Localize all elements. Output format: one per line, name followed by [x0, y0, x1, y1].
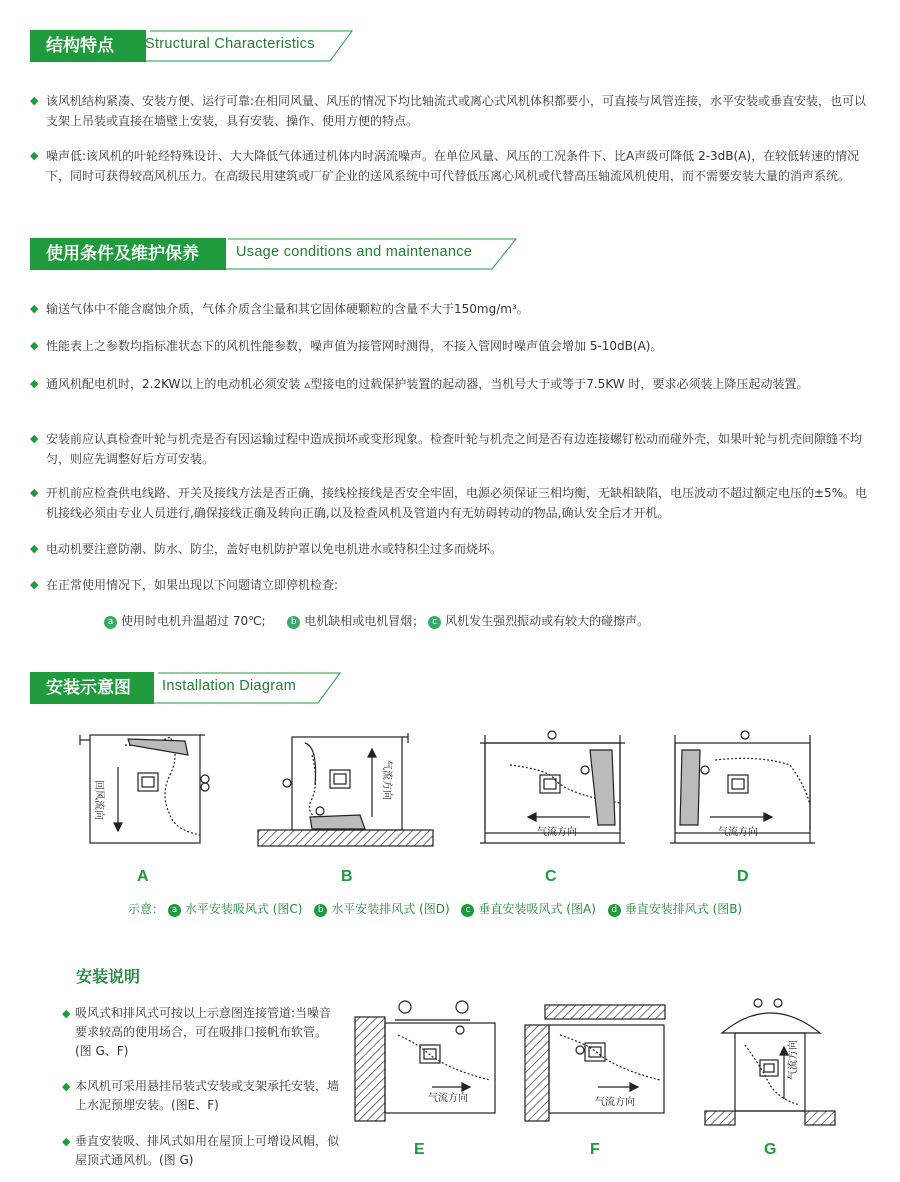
diamond-icon: ◆	[30, 302, 39, 315]
diagram-label-a: A	[137, 868, 149, 885]
diamond-icon: ◆	[30, 94, 39, 107]
section-title-zh: 安装示意图	[30, 672, 154, 704]
diagram-e	[355, 1001, 495, 1121]
diamond-icon: ◆	[30, 578, 39, 591]
installation-diagrams-bottom	[0, 995, 900, 1130]
check-item-a: a 使用时电机升温超过 70℃;	[104, 614, 266, 628]
structure-bullet-2: ◆ 噪声低:该风机的叶轮经特殊设计、大大降低气体通过机体内时涡流噪声。在单位风量、风压的工况条件下、比A声级可降低 2-3dB(A)，在较低转速的情况下，同时可获得较高风机压力。在高级民用建筑或厂矿企业的送风系统中可代替低压离心风机或代替高压轴流风机使用，而不需要安装大量的消声系统。	[30, 146, 870, 186]
section-title-en: Usage conditions and maintenance	[236, 244, 473, 260]
diagram-b	[258, 733, 433, 846]
diagram-label-d: D	[737, 868, 749, 885]
section-header-structure	[30, 30, 360, 62]
section-title-zh: 结构特点	[30, 30, 146, 62]
usage-bullet-4: ◆ 安装前应认真检查叶轮与机壳是否有因运输过程中造成损坏或变形现象。检查叶轮与机壳之间是否有边连接螺钉松动而碰外壳，如果叶轮与机壳间隙缝不均匀，则应先调整好后方可安装。	[30, 429, 870, 469]
circle-a-icon: a	[104, 616, 117, 629]
usage-bullet-2: ◆ 性能表上之参数均指标准状态下的风机性能参数，噪声值为接管网时测得，不接入管网时噪声值会增加 5-10dB(A)。	[30, 336, 870, 356]
circle-c-icon: c	[461, 904, 474, 917]
airflow-label-e: 气流方向	[428, 1093, 468, 1104]
airflow-label-f: 气流方向	[595, 1097, 635, 1108]
circle-a-icon: a	[168, 904, 181, 917]
diamond-icon: ◆	[30, 432, 39, 445]
diamond-icon: ◆	[62, 1135, 71, 1148]
usage-bullet-3: ◆ 通风机配电机时，2.2KW以上的电动机必须安装 ▵型接电的过载保护装置的起动器，当机号大于或等于7.5KW 时，要求必须装上降压起动装置。	[30, 374, 870, 394]
diamond-icon: ◆	[30, 339, 39, 352]
installation-diagrams-top	[0, 725, 900, 855]
section-title-en: Structural Characteristics	[145, 36, 315, 52]
diagram-label-b: B	[341, 868, 353, 885]
airflow-label-a: 回风流向	[93, 780, 104, 820]
diagram-g	[705, 999, 835, 1125]
check-list	[104, 612, 649, 629]
section-title-zh: 使用条件及维护保养	[30, 238, 226, 270]
usage-bullet-7: ◆ 在正常使用情况下，如果出现以下问题请立即停机检查:	[30, 575, 870, 595]
check-item-c: c 风机发生强烈振动或有较大的碰擦声。	[428, 614, 649, 628]
diagram-label-c: C	[545, 868, 557, 885]
circle-d-icon: d	[608, 904, 621, 917]
diamond-icon: ◆	[30, 149, 39, 162]
note-item-2: ◆ 本风机可采用悬挂吊装式安装或支架承托安装，墙上水泥预埋安装。(图E、F)	[62, 1079, 340, 1112]
diamond-icon: ◆	[30, 486, 39, 499]
diamond-icon: ◆	[30, 377, 39, 390]
diagram-label-g: G	[764, 1141, 777, 1158]
circle-b-icon: b	[314, 904, 327, 917]
diamond-icon: ◆	[62, 1080, 71, 1093]
diamond-icon: ◆	[62, 1007, 71, 1020]
airflow-label-d: 气流方向	[718, 827, 758, 838]
usage-bullet-5: ◆ 开机前应检查供电线路、开关及接线方法是否正确，接线栓接线是否安全牢固，电源必须保证三相均衡，无缺相缺陷，电压波动不超过额定电压的±5%。电机接线必须由专业人员进行,确保接线正确及转向正确,以及检查风机及管道内有无妨碍转动的物品,确认安全后才开机。	[30, 483, 870, 523]
section-title-en: Installation Diagram	[162, 678, 297, 694]
check-item-b: b 电机缺相或电机冒烟；	[287, 614, 424, 628]
structure-bullet-1: ◆ 该风机结构紧凑、安装方便、运行可靠:在相同风量、风压的情况下均比轴流式或离心式风机体积都要小，可直接与风管连接，水平安装或垂直安装，也可以支架上吊装或直接在墙壁上安装，具有安装、操作、使用方便的特点。	[30, 91, 870, 131]
diagram-label-e: E	[414, 1141, 425, 1158]
section-header-installation	[30, 672, 350, 704]
airflow-label-g: 气流方向	[788, 1040, 799, 1080]
notes-title: 安装说明	[76, 967, 141, 986]
diagram-legend: 示意： a 水平安装吸风式 (图C) b 水平安装排风式 (图D) c 垂直安装吸风式 (图A) d 垂直安装排风式 (图B)	[128, 902, 743, 916]
circle-c-icon: c	[428, 616, 441, 629]
usage-bullet-6: ◆ 电动机要注意防潮、防水、防尘，盖好电机防护罩以免电机进水或特积尘过多而烧坏。	[30, 539, 870, 559]
note-item-3: ◆ 垂直安装吸、排风式如用在屋顶上可增设风帽，似屋顶式通风机。(图 G)	[62, 1134, 340, 1167]
diagram-label-f: F	[590, 1141, 600, 1158]
usage-bullet-1: ◆ 输送气体中不能含腐蚀介质，气体介质含尘量和其它固体硬颗粒的含量不大于150mg/m³。	[30, 299, 870, 319]
diamond-icon: ◆	[30, 542, 39, 555]
note-item-1: ◆ 吸风式和排风式可按以上示意图连接管道:当噪音要求较高的使用场合，可在吸排口接帆布软管。(图 G、F)	[62, 1006, 332, 1058]
circle-b-icon: b	[287, 616, 300, 629]
airflow-label-c: 气流方向	[537, 827, 577, 838]
section-header-usage	[30, 238, 530, 270]
airflow-label-b: 气流方向	[381, 760, 392, 800]
